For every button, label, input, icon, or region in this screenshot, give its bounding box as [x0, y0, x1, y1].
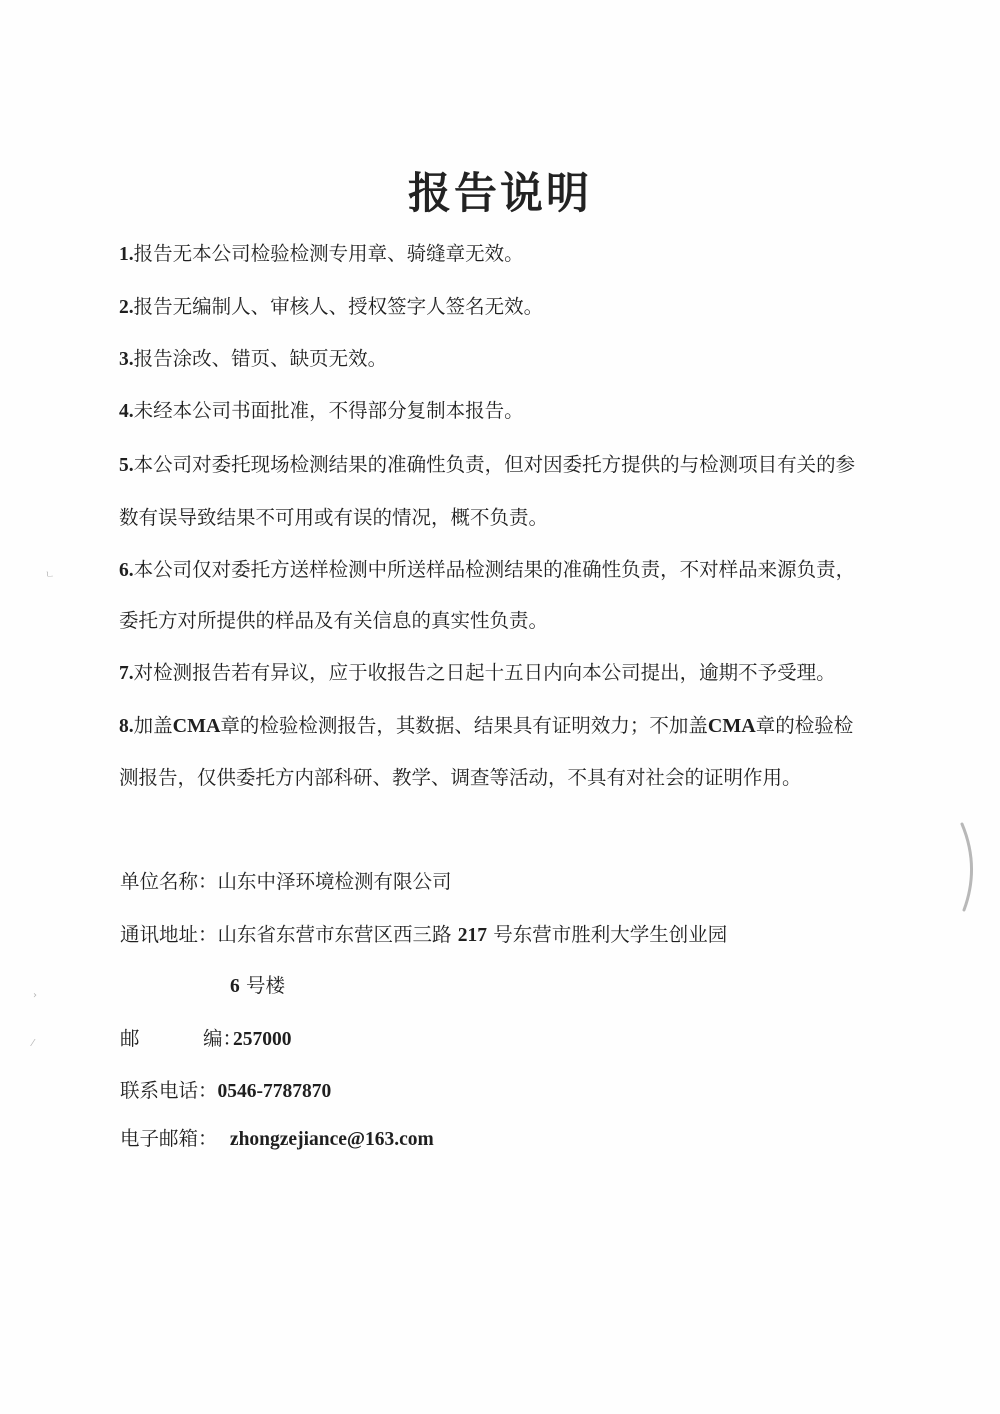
note-text: 本公司仅对委托方送样检测中所送样品检测结果的准确性负责，不对样品来源负责， — [133, 558, 856, 581]
address-value: 山东省东营市东营区西三路 — [217, 923, 452, 946]
note-number: 8. — [119, 716, 134, 737]
note-text: 报告涂改、错页、缺页无效。 — [133, 347, 388, 370]
note-text: 委托方对所提供的样品及有关信息的真实性负责。 — [119, 609, 549, 632]
address-row — [120, 922, 727, 949]
postcode-value: 257000 — [233, 1029, 292, 1050]
note-number: 1. — [119, 244, 134, 265]
postcode-row — [120, 1026, 292, 1053]
phone-value: 0546-7787870 — [217, 1081, 332, 1102]
note-text: 对检测报告若有异议，应于收报告之日起十五日内向本公司提出，逾期不予受理。 — [133, 661, 836, 684]
address-number: 217 — [457, 925, 487, 946]
note-number: 7. — [119, 663, 134, 684]
cma-mark-text: CMA — [707, 715, 756, 737]
note-5 — [119, 452, 855, 479]
company-name-label: 单位名称： — [120, 870, 218, 893]
note-number: 4. — [119, 401, 134, 422]
note-text: 章的检验检 — [755, 714, 854, 737]
note-7 — [119, 660, 836, 687]
scan-speck-icon: ㄴ — [45, 570, 55, 581]
note-2 — [119, 294, 543, 321]
building-text: 号楼 — [245, 974, 285, 997]
email-row — [120, 1126, 434, 1153]
address-value-continued: 号东营市胜利大学生创业园 — [493, 923, 728, 946]
note-8-continued — [119, 765, 802, 791]
note-number: 2. — [119, 297, 134, 318]
company-name-value: 山东中泽环境检测有限公司 — [217, 870, 452, 893]
note-text: 本公司对委托现场检测结果的准确性负责，但对因委托方提供的与检测项目有关的参 — [133, 453, 856, 476]
binding-stamp-edge-icon — [958, 822, 982, 912]
note-number: 6. — [119, 560, 134, 581]
note-8 — [119, 713, 853, 740]
company-name-row — [120, 869, 452, 895]
phone-label: 联系电话： — [120, 1079, 218, 1102]
note-text: 章的检验检测报告，其数据、结果具有证明效力；不加盖 — [220, 714, 708, 737]
note-5-continued — [119, 505, 548, 531]
address-label: 通讯地址： — [120, 923, 218, 946]
scan-speck-icon: ⁄ — [32, 1038, 34, 1049]
note-6 — [119, 557, 855, 584]
note-6-continued — [119, 608, 548, 634]
note-text: 未经本公司书面批准，不得部分复制本报告。 — [133, 399, 524, 422]
scan-speck-icon: › — [33, 990, 37, 1001]
note-text: 报告无本公司检验检测专用章、骑缝章无效。 — [133, 242, 524, 265]
note-text: 加盖 — [133, 714, 173, 737]
note-4 — [119, 398, 524, 425]
note-text: 测报告，仅供委托方内部科研、教学、调查等活动，不具有对社会的证明作用。 — [119, 766, 802, 789]
note-number: 3. — [119, 349, 134, 370]
note-1 — [119, 241, 524, 268]
email-label: 电子邮箱： — [120, 1127, 218, 1150]
note-number: 5. — [119, 455, 134, 476]
postcode-label: 邮 编： — [120, 1027, 243, 1050]
cma-mark-text: CMA — [172, 715, 221, 737]
note-text: 报告无编制人、审核人、授权签字人签名无效。 — [133, 295, 544, 318]
note-text: 数有误导致结果不可用或有误的情况，概不负责。 — [119, 506, 549, 529]
email-value: zhongzejiance@163.com — [229, 1129, 434, 1150]
page-title: 报告说明 — [408, 169, 592, 219]
phone-row — [120, 1078, 331, 1105]
building-number: 6 — [230, 976, 240, 997]
address-row-line2 — [230, 973, 285, 1000]
note-3 — [119, 346, 387, 373]
